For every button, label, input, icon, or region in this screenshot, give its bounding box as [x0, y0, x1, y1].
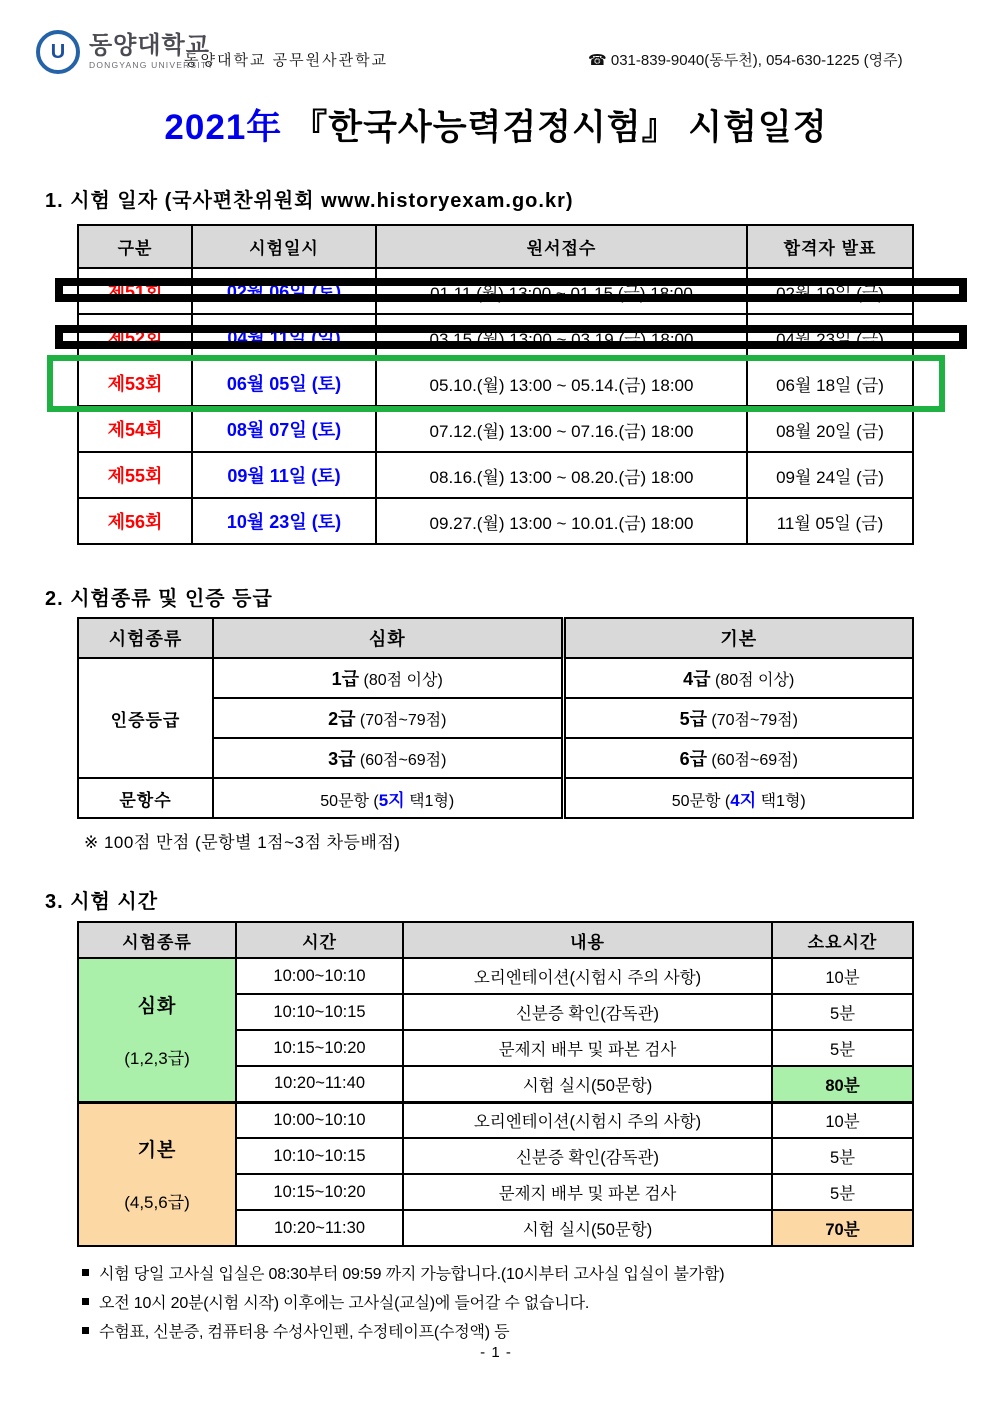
duration: 5분	[772, 1030, 913, 1066]
application-period: 07.12.(월) 13:00 ~ 07.16.(금) 18:00	[376, 406, 747, 452]
table-row	[78, 958, 913, 994]
row-label-question-count: 문항수	[78, 778, 213, 818]
note-line	[82, 1316, 724, 1345]
logo-english-name: DONGYANG UNIVERSITY	[89, 60, 215, 70]
question-suffix: 택1형)	[756, 792, 806, 810]
application-period: 08.16.(월) 13:00 ~ 08.20.(금) 18:00	[376, 452, 747, 498]
logo-korean-name: 동양대학교	[89, 32, 210, 59]
basic-question-count	[563, 778, 913, 818]
time-slot: 10:10~10:15	[236, 994, 403, 1030]
exam-date: 08월 07일 (토)	[192, 406, 376, 452]
table-row	[78, 778, 913, 818]
activity: 오리엔테이션(시험시 주의 사항)	[403, 958, 772, 994]
application-period: 05.10.(월) 13:00 ~ 05.14.(금) 18:00	[376, 360, 747, 406]
duration-exam-basic: 70분	[772, 1210, 913, 1246]
basic-grade-5	[563, 698, 913, 738]
application-period: 03.15.(월) 13:00 ~ 03.19.(금) 18:00	[376, 314, 747, 360]
section1-heading: 1. 시험 일자 (국사편찬위원회 www.historyexam.go.kr)	[45, 190, 574, 212]
activity: 오리엔테이션(시험시 주의 사항)	[403, 1102, 772, 1138]
grade-table-header-row	[78, 618, 913, 658]
row-label-certification-grades: 인증등급	[78, 658, 213, 778]
phone-icon: ☎	[588, 52, 607, 69]
grade-number: 6급	[679, 749, 707, 769]
col-header-content: 내용	[403, 922, 772, 958]
col-header-duration: 소요시간	[772, 922, 913, 958]
strikethrough-bar-row52	[55, 325, 967, 349]
question-prefix: 50문항 (	[671, 792, 731, 810]
result-date: 09월 24일 (금)	[747, 452, 913, 498]
bullet-square-icon	[82, 1269, 89, 1276]
university-emblem-icon	[36, 30, 80, 74]
activity: 신분증 확인(감독관)	[403, 994, 772, 1030]
group-basic	[78, 1102, 236, 1246]
choice-count: 5지	[378, 790, 405, 810]
exam-round: 제55회	[78, 452, 192, 498]
section2-heading: 2. 시험종류 및 인증 등급	[45, 588, 273, 610]
basic-grade-6	[563, 738, 913, 778]
time-slot: 10:20~11:40	[236, 1066, 403, 1102]
page-title	[0, 100, 992, 150]
exam-round: 제53회	[78, 360, 192, 406]
grade-score: (60점~69점)	[359, 752, 447, 769]
activity: 문제지 배부 및 파본 검사	[403, 1174, 772, 1210]
duration: 10분	[772, 1102, 913, 1138]
choice-count: 4지	[730, 790, 757, 810]
duration: 10분	[772, 958, 913, 994]
duration: 5분	[772, 994, 913, 1030]
col-header-date: 시험일시	[192, 225, 376, 268]
exam-round: 제52회	[78, 314, 192, 360]
timetable-header-row	[78, 922, 913, 958]
time-slot: 10:10~10:15	[236, 1138, 403, 1174]
strikethrough-bar-row51	[55, 278, 967, 302]
time-slot: 10:15~10:20	[236, 1174, 403, 1210]
title-year: 2021年	[164, 108, 283, 147]
activity: 시험 실시(50문항)	[403, 1210, 772, 1246]
grade-score: (80점 이상)	[715, 672, 795, 689]
highlight-box-row53	[47, 355, 945, 412]
header-phone	[588, 49, 903, 70]
exam-date: 02월 06일 (토)	[192, 268, 376, 314]
exam-round: 제56회	[78, 498, 192, 544]
exam-date: 09월 11일 (토)	[192, 452, 376, 498]
scoring-note: ※ 100점 만점 (문항별 1점~3점 차등배점)	[84, 833, 401, 852]
section3-heading: 3. 시험 시간	[45, 891, 159, 913]
result-date: 02월 19일 (금)	[747, 268, 913, 314]
advanced-question-count	[213, 778, 563, 818]
grade-number: 3급	[328, 749, 356, 769]
group-grades: (1,2,3급)	[124, 1048, 190, 1068]
exam-round: 제51회	[78, 268, 192, 314]
group-name: 심화	[137, 995, 177, 1017]
activity: 문제지 배부 및 파본 검사	[403, 1030, 772, 1066]
table-row	[78, 406, 913, 452]
col-header-basic: 기본	[563, 618, 913, 658]
group-grades: (4,5,6급)	[124, 1193, 190, 1213]
col-header-announcement: 합격자 발표	[747, 225, 913, 268]
exam-date: 04월 11일 (일)	[192, 314, 376, 360]
note-text: 오전 10시 20분(시험 시작) 이후에는 고사실(교실)에 들어갈 수 없습니다.	[99, 1295, 590, 1312]
grade-number: 5급	[679, 709, 707, 729]
time-slot: 10:00~10:10	[236, 1102, 403, 1138]
note-line	[82, 1287, 724, 1316]
duration: 5분	[772, 1138, 913, 1174]
advanced-grade-3	[213, 738, 563, 778]
activity: 신분증 확인(감독관)	[403, 1138, 772, 1174]
exam-date: 06월 05일 (토)	[192, 360, 376, 406]
result-date: 04월 23일 (금)	[747, 314, 913, 360]
footnotes	[82, 1258, 724, 1345]
table-row	[78, 1102, 913, 1138]
col-header-round: 구분	[78, 225, 192, 268]
table-row	[78, 452, 913, 498]
duration-exam-advanced: 80분	[772, 1066, 913, 1102]
page-number: - 1 -	[480, 1344, 512, 1361]
duration: 5분	[772, 1174, 913, 1210]
result-date: 06월 18일 (금)	[747, 360, 913, 406]
bullet-square-icon	[82, 1327, 89, 1334]
col-header-exam-type: 시험종류	[78, 922, 236, 958]
exam-date: 10월 23일 (토)	[192, 498, 376, 544]
basic-grade-4	[563, 658, 913, 698]
col-header-time: 시간	[236, 922, 403, 958]
grade-score: (70점~79점)	[359, 712, 447, 729]
question-prefix: 50문항 (	[320, 792, 379, 810]
col-header-exam-type: 시험종류	[78, 618, 213, 658]
header-subtitle: 동양대학교 공무원사관학교	[184, 52, 389, 69]
col-header-application: 원서접수	[376, 225, 747, 268]
bullet-square-icon	[82, 1298, 89, 1305]
question-suffix: 택1형)	[404, 792, 455, 810]
exam-round: 제54회	[78, 406, 192, 452]
advanced-grade-1	[213, 658, 563, 698]
time-slot: 10:20~11:30	[236, 1210, 403, 1246]
group-advanced	[78, 958, 236, 1102]
grade-number: 1급	[331, 669, 360, 689]
group-name: 기본	[137, 1140, 177, 1162]
grade-number: 2급	[328, 709, 356, 729]
title-main: 『한국사능력검정시험』 시험일정	[292, 108, 828, 147]
time-slot: 10:15~10:20	[236, 1030, 403, 1066]
result-date: 08월 20일 (금)	[747, 406, 913, 452]
application-period: 09.27.(월) 13:00 ~ 10.01.(금) 18:00	[376, 498, 747, 544]
note-text: 시험 당일 고사실 입실은 08:30부터 09:59 까지 가능합니다.(10시부터 고사실 입실이 불가함)	[99, 1266, 725, 1283]
phone-numbers: 031-839-9040(동두천), 054-630-1225 (영주)	[610, 52, 903, 69]
note-text: 수험표, 신분증, 컴퓨터용 수성사인펜, 수정테이프(수정액) 등	[99, 1324, 510, 1341]
grade-number: 4급	[683, 669, 711, 689]
application-period: 01.11.(월) 13:00 ~ 01.15.(금) 18:00	[376, 268, 747, 314]
table-row	[78, 498, 913, 544]
advanced-grade-2	[213, 698, 563, 738]
grade-score: (70점~79점)	[711, 712, 798, 729]
grade-levels-table	[77, 617, 914, 819]
exam-timetable	[77, 921, 914, 1247]
grade-score: (60점~69점)	[711, 752, 798, 769]
note-line	[82, 1258, 724, 1287]
activity: 시험 실시(50문항)	[403, 1066, 772, 1102]
result-date: 11월 05일 (금)	[747, 498, 913, 544]
emblem-letter: U	[50, 40, 66, 63]
col-header-advanced: 심화	[213, 618, 563, 658]
time-slot: 10:00~10:10	[236, 958, 403, 994]
exam-schedule-header-row	[78, 225, 913, 268]
table-row	[78, 658, 913, 698]
grade-score: (80점 이상)	[363, 672, 443, 689]
